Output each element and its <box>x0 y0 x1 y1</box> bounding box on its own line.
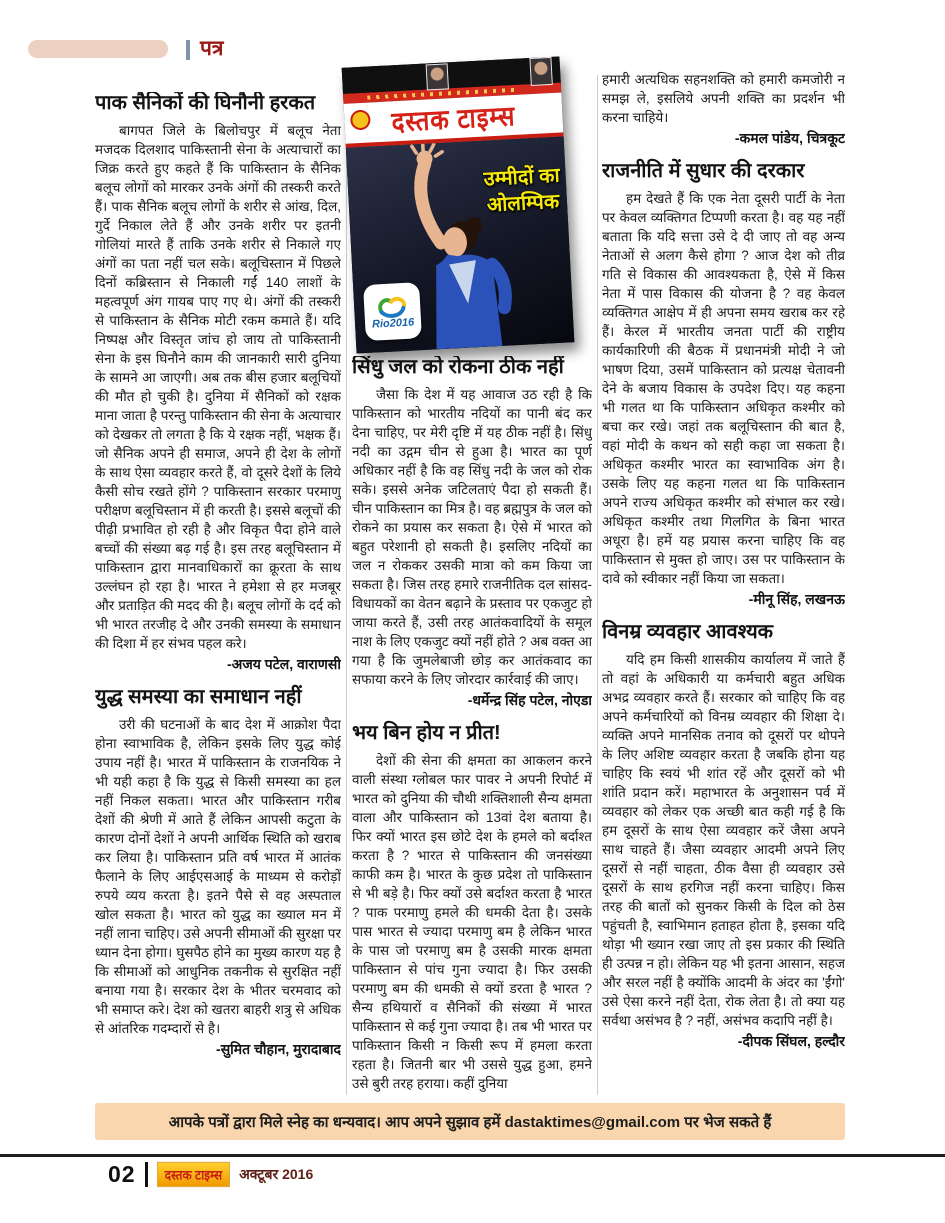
section-divider-bar <box>186 40 190 60</box>
page-footer <box>108 1161 313 1188</box>
footer-rule <box>0 1154 945 1157</box>
feedback-banner <box>95 1103 845 1140</box>
cover-photo <box>346 136 574 353</box>
cover-masthead-text: दस्तक टाइम्स <box>390 100 517 139</box>
letter-title: विनम्र व्यवहार आवश्यक <box>602 621 774 643</box>
letter-article <box>95 686 341 1059</box>
magazine-cover <box>342 56 575 353</box>
footer-divider-bar <box>145 1162 148 1187</box>
letter-signature: -अजय पटेल, वाराणसी <box>226 656 341 672</box>
issue-date: अक्टूबर 2016 <box>239 1166 314 1182</box>
column-divider <box>346 95 347 1095</box>
letter-body: बागपत जिले के बिलोचपुर में बलूच नेता मजदक दिलशाद पाकिस्तानी सेना के अत्याचारों का जिक्र करते हुए कहते हैं कि पाकिस्तान के सैनिक बलूच लोगों को मारकर उनके अंगों की तस्करी करते हैं। पाक सैनिक बलूच लोगों के शरीर से आंख, दिल, गुर्दे निकाल लेते हैं और उनके शरीर पर इतनी गोलियां मारते हैं ताकि उनके शरीर से निकाले गए अंगों का पता नहीं चल सके। बलूचिस्तान में पिछले दिनों कब्रिस्तान से निकाली गईं 140 लाशों के महत्वपूर्ण अंग गायब पाए गए थे। अंगों की तस्करी से पाकिस्तान के सैनिक मोटी रकम कमाते हैं। यदि निष्पक्ष और विस्तृत जांच हो जाय तो पाकिस्तानी सेना के इस घिनौने काम की जानकारी सारी दुनिया के सामने आ जाएगी। अब तक बीस हजार बलूचियों की मौत हो चुकी है। दुनिया में सैनिकों को रक्षक माना जाता है परन्तु पाकिस्तान की सेना के अत्याचार को देखकर तो लगता है कि ये रक्षक नहीं, भक्षक हैं। जो सैनिक अपने ही समाज, अपने ही देश के लोगों के साथ ऐसा व्यवहार करते हैं, वो दूसरे देशों के लिये कैसी सोच रखते होंगे ? पाकिस्तान सरकार परमाणु परीक्षण बलूचिस्तान में ही करती है। इससे बलूचों की पीढ़ी प्रभावित हो रही है और विकृत पैदा होने वाले बच्चों की संख्या बढ़ गई है। इस तरह बलूचिस्तान में पाकिस्तान द्वारा मानवाधिकारों का क्रूरता के साथ उल्लंघन हो रहा है। भारत ने हमेशा से हर मजबूर और प्रताड़ित की मदद की है। बलूच लोगों के दर्द को भी भारत तरजीह दे और उनकी समस्या के समाधान की दिशा में हर संभव पहल करे। <box>95 123 341 651</box>
letter-body-continued: हमारी अत्यधिक सहनशक्ति को हमारी कमजोरी न समझ ले, इसलिये अपनी शक्ति का प्रदर्शन भी करना चाहिये। <box>602 72 845 125</box>
rio-2016-text: Rio2016 <box>371 316 415 331</box>
cover-headline-line1: उम्मीदों का <box>483 164 561 191</box>
letters-column-1 <box>95 92 341 1097</box>
footer-logo: दस्तक टाइम्स <box>157 1162 231 1187</box>
column-divider <box>597 75 598 1095</box>
letter-signature: -सुमित चौहान, मुरादाबाद <box>216 1041 341 1057</box>
letter-title: सिंधु जल को रोकना ठीक नहीं <box>352 356 564 378</box>
letter-body: उरी की घटनाओं के बाद देश में आक्रोश पैदा होना स्वाभाविक है, लेकिन इसके लिए युद्ध कोई उपाय नहीं है। भारत में पाकिस्तान के राजनयिक ने भी यही कहा है कि युद्ध से किसी समस्या का हल नहीं निकल सकता। भारत और पाकिस्तान गरीब देशों की श्रेणी में आते हैं लेकिन आपसी कटुता के कारण दोनों देशों ने अपनी आर्थिक स्थिति को खराब कर लिया है। पाकिस्तान प्रति वर्ष भारत में आतंक फैलाने के लिए आईएसआई के माध्यम से करोड़ों रुपये व्यय करता है। इतने पैसे से वह अस्पताल खोल सकता है। भारत को युद्ध का ख्याल मन में नहीं लाना चाहिए। उसे अपनी सीमाओं की सुरक्षा पर ध्यान देना होगा। घुसपैठ होने का मुख्य कारण यह है कि सीमाओं को आधुनिक तकनीक से सुरक्षित नहीं बनाया गया है। सरकार देश के भीतर चरमवाद को भी समाप्त करे। देश को खतरा बाहरी शत्रु से अधिक से आंतरिक गदम्दारों से है। <box>95 717 341 1036</box>
letter-signature: -धर्मेन्द्र सिंह पटेल, नोएडा <box>467 692 592 708</box>
letter-signature: -कमल पांडेय, चित्रकूट <box>734 130 845 146</box>
page-number: 02 <box>108 1161 136 1187</box>
letter-body: देशों की सेना की क्षमता का आकलन करने वाली संस्था ग्लोबल फार पावर ने अपनी रिपोर्ट में भारत को दुनिया की चौथी शक्तिशाली सैन्य क्षमता वाला और पाकिस्तान को 13वां देश बताया है। फिर क्यों भारत इस छोटे देश के हमले को बर्दाश्त करता है ? भारत से पाकिस्तान की जनसंख्या काफी कम है। भारत के कुछ प्रदेश तो पाकिस्तान से भी बड़े है। फिर क्यों उसे बर्दाश्त करता है भारत ? पाक परमाणु हमले की धमकी देता है। उसके पास भारत से ज्यादा परमाणु बम है लेकिन भारत के पास जो परमाणु बम है उसकी मारक क्षमता पाकिस्तान से पांच गुना ज्यादा है। फिर उसकी परमाणु बम की धमकी से क्यों डरता है भारत ? सैन्य हथियारों व सैनिकों की संख्या में भारत पाकिस्तान से कई गुना ज्यादा है। तब भी भारत पर पाकिस्तान किसी न किसी रूप में हमला करता रहता है। जितनी बार भी उससे युद्ध हुआ, हमने उसे बुरी तरह हराया। कहीं दुनिया <box>352 753 592 1091</box>
cover-headline-line2: ओलम्पिक <box>486 190 560 217</box>
rio-2016-logo <box>363 282 422 341</box>
masthead-placeholder <box>28 40 168 58</box>
page-title: पत्र <box>200 37 224 60</box>
cover-headline <box>483 163 562 219</box>
letter-body: हम देखते हैं कि एक नेता दूसरी पार्टी के नेता पर केवल व्यक्तिगत टिप्पणी करता है। वह यह नहीं बताता कि यदि सत्ता उसे दे दी जाए तो वह अन्य नेताओं से अलग कैसे होगा ? आज देश को तीव्र गति से विकास की आवश्यकता है, ऐसे में किस नेता में पास विकास की योजना है ? वह केवल व्यक्तिगत आक्षेप में ही अपना समय खराब कर रहे हैं। केरल में भारतीय जनता पार्टी की राष्ट्रीय कार्यकारिणी की बैठक में प्रधानमंत्री मोदी ने जो भाषण दिया, उसमें पाकिस्तान को प्रत्यक्ष चेतावनी देने के बजाय विकास के उपदेश दिए। यह कहना भी गलत था कि पाकिस्तान अधिकृत कश्मीर को बचा कर रखे। जहां तक बलूचिस्तान की बात है, वहां मोदी के कथन को सही कहा जा सकता है। अधिकृत कश्मीर भारत का स्वाभाविक अंग है। उसके लिए यह कहना गलत था कि पाकिस्तान अपने राज्य अधिकृत कश्मीर को संभाल कर रखे। अधिकृत कश्मीर तथा गिलगित के बिना भारत अधूरा है। हमें यह प्रयास करना चाहिए कि वह पाकिस्तान से मुक्त हो जाए। उस पर पाकिस्तान के दावे को स्वीकार नहीं किया जा सकता। <box>602 191 845 586</box>
cover-photo-thumb-left <box>426 63 449 90</box>
letter-article <box>95 92 341 674</box>
letter-article <box>602 621 845 1051</box>
letters-column-3 <box>602 70 845 1096</box>
letter-article <box>602 160 845 609</box>
feedback-banner-text: आपके पत्रों द्वारा मिले स्नेह का धन्यवाद। आप अपने सुझाव हमें dastaktimes@gmail.com पर भेज सकते हैं <box>168 1113 772 1131</box>
letter-title: युद्ध समस्या का समाधान नहीं <box>95 686 302 708</box>
letter-title: पाक सैनिकों की घिनौनी हरकत <box>95 92 316 114</box>
letter-signature: -दीपक सिंघल, हल्दौर <box>737 1033 845 1049</box>
letter-signature: -मीनू सिंह, लखनऊ <box>748 591 845 607</box>
letters-column-2 <box>352 356 592 1098</box>
letter-title: राजनीति में सुधार की दरकार <box>602 160 805 182</box>
letter-body: यदि हम किसी शासकीय कार्यालय में जाते हैं तो वहां के अधिकारी या कर्मचारी बहुत अधिक अभद्र व्यवहार करते हैं। सरकार को चाहिए कि वह अपने कर्मचारियों को विनम्र व्यवहार की शिक्षा दे। व्यक्ति अपने मानसिक तनाव को दूसरों पर थोपने के लिए अशिष्ट व्यवहार करता है जबकि होना यह चाहिए कि स्वयं भी शांत रहें और दूसरों को भी शांति प्रदान करें। महाभारत के अनुशासन पर्व में व्यवहार को लेकर एक अच्छी बात कही गई है कि हम दूसरों के साथ ऐसा व्यवहार करें जैसा अपने साथ चाहते हैं। जैसा व्यवहार आदमी अपने लिए दूसरों से नहीं चाहता, ठीक वैसा ही व्यवहार उसे दूसरों के साथ हरगिज नहीं करना चाहिए। किस तरह की बातों को सुनकर किसी के दिल को ठेस पहुंचती है, स्वाभिमान हताहत होता है, इसका यदि थोड़ा भी ख्यान रखा जाए तो इस प्रकार की स्थिति ही उत्पन्न न हो। लेकिन यह भी इतना आसान, सहज और सरल नहीं है क्योंकि आदमी के अंदर का 'ईंगो' उसे ऐसा करने नहीं देता, रोक लेता है। तो क्या यह सर्वथा असंभव है ? नहीं, असंभव कदापि नहीं है। <box>602 652 845 1028</box>
letter-article <box>352 722 592 1093</box>
letter-body: जैसा कि देश में यह आवाज उठ रही है कि पाकिस्तान को भारतीय नदियों का पानी बंद कर देना चाहिए, पर मेरी दृष्टि में यह ठीक नहीं है। सिंधु नदी का उद्गम चीन से हुआ है। भारत का पूर्ण अधिकार नहीं है कि वह सिंधु नदी के जल को रोक सके। इससे अनेक जटिलताएं पैदा हो सकती हैं। चीन पाकिस्तान का मित्र है। वह ब्रह्मपुत्र के जल को रोकने का प्रयास कर सकता है। ऐसे में भारत को बहुत परेशानी हो सकती है। इसलिए नदियों का जल न रोककर उसकी मात्रा को कम किया जा सकता है। जिस तरह हमारे राजनीतिक दल सांसद-विधायकों का वेतन बढ़ाने के प्रस्ताव पर एकजुट हो जाया करते हैं, उसी तरह आतंकवादियों के समूल नाश के लिए एकजुट क्यों नहीं होते ? अब वक्त आ गया है कि जुमलेबाजी छोड़ कर आतंकवाद का सफाया करने के लिए जोरदार कार्रवाई की जाए। <box>352 387 592 687</box>
letter-title: भय बिन होय न प्रीत! <box>352 722 501 744</box>
letter-article <box>352 356 592 710</box>
letter-article-continued <box>602 70 845 148</box>
cover-photo-thumb-right <box>529 57 552 86</box>
masthead-emblem-icon <box>350 109 371 130</box>
